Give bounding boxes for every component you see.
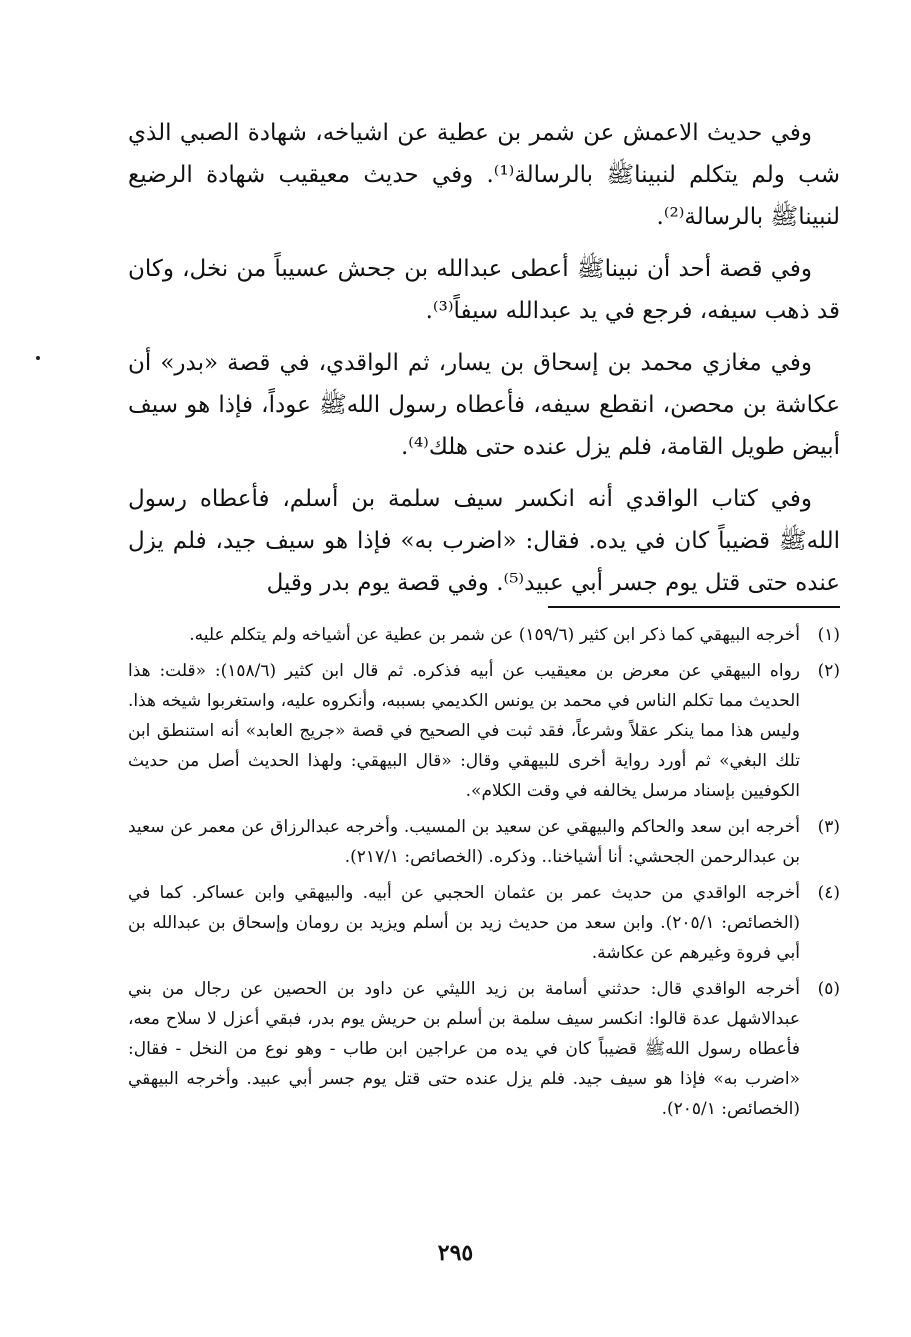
paragraph: وفي قصة أحد أن نبيناﷺ أعطى عبدالله بن جحش عسيباً من نخل، وكان قد ذهب سيفه، فرجع في يد عبدالله سيفاً⁽³⁾. (128, 256, 840, 324)
footnote-text: رواه البيهقي عن معرض بن معيقيب عن أبيه فذكره. ثم قال ابن كثير (١٥٨/٦): «قلت: هذا الحديث مما تكلم الناس في محمد بن يونس الكديمي بسببه، وأنكروه عليه، واستغربوا شيخه هذا. وليس هذا مما ينكر عقلاً وشرعاً، فقد ثبت في الصحيح في قصة «جريج العابد» أنه استنطق ابن تلك البغي» ثم أورد رواية أخرى للبيهقي وقال: «قال البيهقي: ولهذا الحديث أصل من حديث الكوفيين بإسناد مرسل يخالفه في وقت الكلام». (128, 661, 800, 801)
footnote (128, 974, 840, 1124)
margin-dot (36, 356, 40, 360)
footnote-divider (548, 606, 840, 608)
main-text (128, 112, 840, 614)
footnote-text: أخرجه البيهقي كما ذكر ابن كثير (١٥٩/٦) عن شمر بن عطية عن أشياخه ولم يتكلم عليه. (189, 625, 800, 645)
footnotes (128, 620, 840, 1130)
footnote-number: (٥) (817, 979, 840, 999)
paragraph: وفي مغازي محمد بن إسحاق بن يسار، ثم الواقدي، في قصة «بدر» أن عكاشة بن محصن، انقطع سيفه، فأعطاه رسول اللهﷺ عوداً، فإذا هو سيف أبيض طويل القامة، فلم يزل عنده حتى هلك⁽⁴⁾. (128, 350, 840, 460)
footnote-number: (٣) (817, 817, 840, 837)
paragraph: وفي كتاب الواقدي أنه انكسر سيف سلمة بن أسلم، فأعطاه رسول اللهﷺ قضيباً كان في يده. فقال: «اضرب به» فإذا هو سيف جيد، فلم يزل عنده حتى قتل يوم جسر أبي عبيد⁽⁵⁾. وفي قصة يوم بدر وقيل (128, 486, 840, 596)
footnote-text: أخرجه ابن سعد والحاكم والبيهقي عن سعيد بن المسيب. وأخرجه عبدالرزاق عن معمر عن سعيد بن عبدالرحمن الجحشي: أنا أشياخنا.. وذكره. (الخصائص: ٢١٧/١). (128, 817, 800, 867)
footnote-text: أخرجه الواقدي من حديث عمر بن عثمان الحجبي عن أبيه. والبيهقي وابن عساكر. كما في (الخصائص: ٢٠٥/١). وابن سعد من حديث زيد بن أسلم ويزيد بن رومان وإسحاق بن عبدالله بن أبي فروة وغيرهم عن عكاشة. (128, 883, 801, 963)
paragraph: وفي حديث الاعمش عن شمر بن عطية عن اشياخه، شهادة الصبي الذي شب ولم يتكلم لنبيناﷺ بالرسالة⁽¹⁾. وفي حديث معيقيب شهادة الرضيع لنبيناﷺ بالرسالة⁽²⁾. (128, 120, 840, 230)
footnote-number: (٤) (817, 883, 840, 903)
footnote-number: (١) (817, 625, 840, 645)
footnote-number: (٢) (817, 661, 840, 681)
page-number: ٢٩٥ (437, 1240, 474, 1266)
footnote-text: أخرجه الواقدي قال: حدثني أسامة بن زيد الليثي عن داود بن الحصين عن رجال من بني عبدالاشهل عدة قالوا: انكسر سيف سلمة بن أسلم بن حريش يوم بدر، فبقي أعزل لا سلاح معه، فأعطاه رسول اللهﷺ قضيباً كان في يده من عراجين ابن طاب - وهو نوع من النخل - فقال: «اضرب به» فإذا هو سيف جيد. فلم يزل عنده حتى قتل يوم جسر أبي عبيد. وأخرجه البيهقي (الخصائص: ٢٠٥/١). (128, 979, 800, 1119)
footnote (128, 878, 840, 968)
footnote (128, 812, 840, 872)
footnote (128, 620, 840, 650)
footnote (128, 656, 840, 806)
